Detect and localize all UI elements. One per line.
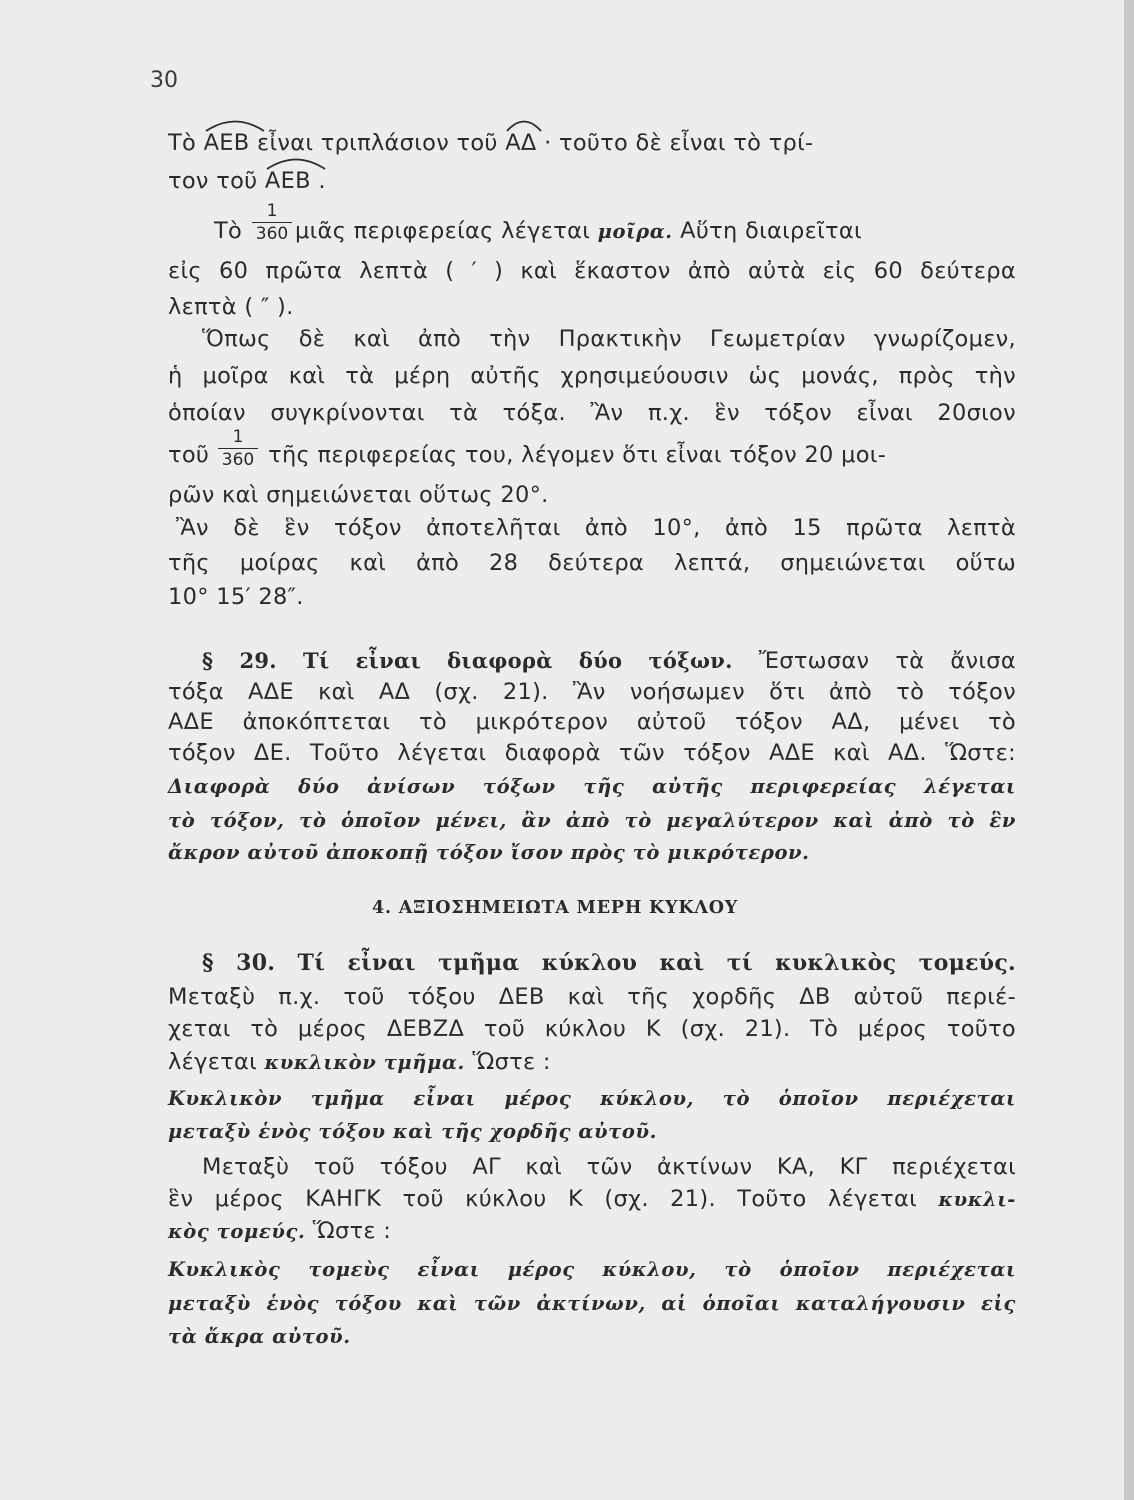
term-kyklikos: κυκλι-	[938, 1188, 1016, 1211]
fraction-1-360	[252, 202, 292, 243]
arc-mark-icon	[504, 118, 544, 132]
text-line	[168, 1184, 1016, 1215]
fraction-denominator: 360	[221, 450, 255, 470]
text-line: Μεταξὺ π.χ. τοῦ τόξου ΔΕΒ καὶ τῆς χορδῆς ΔΒ αὐτοῦ περιέ-	[168, 984, 1016, 1010]
definition-line: Διαφορὰ δύο ἀνίσων τόξων τῆς αὐτῆς περιφερείας λέγεται	[168, 775, 1016, 798]
definition-line: τὰ ἄκρα αὐτοῦ.	[168, 1325, 351, 1348]
text-line: ὁποίαν συγκρίνονται τὰ τόξα. Ἂν π.χ. ἓν τόξον εἶναι 20σιον	[168, 400, 1016, 426]
text-line	[214, 216, 1016, 247]
definition-line: ἄκρον αὐτοῦ ἀποκοπῇ τόξον ἴσον πρὸς τὸ μικρότερον.	[168, 841, 810, 864]
arc-mark-icon	[203, 118, 267, 132]
text-line	[168, 1216, 1016, 1247]
text-line: λεπτὰ ( ″ ).	[168, 294, 294, 320]
text-line: ρῶν καὶ σημειώνεται οὕτως 20°.	[168, 482, 549, 508]
text-line	[168, 166, 1016, 196]
definition-line: Κυκλικὸς τομεὺς εἶναι μέρος κύκλου, τὸ ὁποῖον περιέχεται	[168, 1258, 1016, 1281]
arc-text: ΑΕΒ	[203, 130, 250, 156]
text-line: ἡ μοῖρα καὶ τὰ μέρη αὐτῆς χρησιμεύουσιν ὡς μονάς, πρὸς τὴν	[168, 363, 1016, 389]
text-line	[168, 1047, 1016, 1078]
text-span: Ὥστε :	[312, 1218, 392, 1244]
text-span: τῆς περιφερείας του, λέγομεν ὅτι εἶναι τόξον 20 μοι-	[268, 442, 887, 468]
text-line: τόξον ΔΕ. Τοῦτο λέγεται διαφορὰ τῶν τόξον ΑΔΕ καὶ ΑΔ. Ὥστε:	[168, 740, 1016, 766]
text-line: Ὅπως δὲ καὶ ἀπὸ τὴν Πρακτικὴν Γεωμετρίαν γνωρίζομεν,	[202, 326, 1016, 352]
text-line: εἰς 60 πρῶτα λεπτὰ ( ′ ) καὶ ἕκαστον ἀπὸ αὐτὰ εἰς 60 δεύτερα	[168, 258, 1016, 284]
text-span: Αὕτη διαιρεῖται	[680, 218, 862, 244]
section-29-title: § 29. Τί εἶναι διαφορὰ δύο τόξων.	[202, 648, 733, 673]
arc-text: ΑΔ	[505, 130, 537, 156]
text-line: τόξα ΑΔΕ καὶ ΑΔ (σχ. 21). Ἂν νοήσωμεν ὅτι ἀπὸ τὸ τόξον	[168, 679, 1016, 705]
term-moira: μοῖρα.	[597, 220, 673, 243]
arc-text: ΑΕΒ	[264, 168, 311, 194]
text-span: ἓν μέρος ΚΑΗΓΚ τοῦ κύκλου Κ (σχ. 21). Τοῦτο λέγεται	[168, 1186, 918, 1212]
text-span: εἶναι τριπλάσιον τοῦ	[256, 130, 498, 156]
text-line: τῆς μοίρας καὶ ἀπὸ 28 δεύτερα λεπτά, σημειώνεται οὕτω	[168, 550, 1016, 576]
arc-label-aeb	[204, 130, 257, 156]
arc-mark-icon	[264, 156, 328, 170]
arc-label-aeb	[265, 168, 318, 194]
definition-line: Κυκλικὸν τμῆμα εἶναι μέρος κύκλου, τὸ ὁποῖον περιέχεται	[168, 1087, 1016, 1110]
text-span: μιᾶς περιφερείας λέγεται	[295, 218, 591, 244]
section-29-line	[202, 646, 1016, 676]
text-span: Τὸ	[168, 130, 197, 156]
fraction-numerator: 1	[266, 201, 278, 221]
definition-line: τὸ τόξον, τὸ ὁποῖον μένει, ἂν ἀπὸ τὸ μεγαλύτερον καὶ ἀπὸ τὸ ἓν	[168, 809, 1016, 832]
definition-line: μεταξὺ ἑνὸς τόξου καὶ τῶν ἀκτίνων, αἱ ὁποῖαι καταλήγουσιν εἰς	[168, 1292, 1016, 1315]
text-span: .	[318, 168, 326, 194]
text-line: ΑΔΕ ἀποκόπτεται τὸ μικρότερον αὐτοῦ τόξον ΑΔ, μένει τὸ	[168, 709, 1016, 735]
page-edge	[1124, 0, 1134, 1500]
fraction-denominator: 360	[255, 224, 289, 244]
section-30-title: § 30. Τί εἶναι τμῆμα κύκλου καὶ τί κυκλικὸς τομεύς.	[202, 950, 1016, 976]
text-line: χεται τὸ μέρος ΔΕΒΖΔ τοῦ κύκλου Κ (σχ. 21). Τὸ μέρος τοῦτο	[168, 1016, 1016, 1042]
text-span: Ὥστε :	[472, 1049, 551, 1075]
term-tomeus: κὸς τομεύς.	[168, 1220, 306, 1243]
text-span: · τοῦτο δὲ εἶναι τὸ τρί-	[544, 130, 814, 156]
arc-label-ad	[505, 130, 544, 156]
text-line: Ἂν δὲ ἓν τόξον ἀποτελῆται ἀπὸ 10°, ἀπὸ 15 πρῶτα λεπτὰ	[176, 515, 1016, 541]
text-line: 10° 15′ 28″.	[168, 584, 304, 610]
text-span: Ἔστωσαν τὰ ἄνισα	[758, 648, 1016, 674]
text-span: τον τοῦ	[168, 168, 258, 194]
definition-line: μεταξὺ ἑνὸς τόξου καὶ τῆς χορδῆς αὐτοῦ.	[168, 1120, 658, 1143]
fraction-numerator: 1	[232, 427, 244, 447]
text-line	[168, 440, 1016, 470]
page-number: 30	[150, 68, 178, 93]
text-span: τοῦ	[168, 442, 210, 468]
text-line: Μεταξὺ τοῦ τόξου ΑΓ καὶ τῶν ἀκτίνων ΚΑ, ΚΓ περιέχεται	[202, 1154, 1016, 1180]
term-kykliko-tmima: κυκλικὸν τμῆμα.	[264, 1051, 465, 1074]
chapter-heading: 4. ΑΞΙΟΣΗΜΕΙΩΤΑ ΜΕΡΗ ΚΥΚΛΟΥ	[372, 898, 739, 918]
fraction-1-360	[218, 428, 258, 469]
text-span: λέγεται	[168, 1049, 258, 1075]
text-line	[168, 128, 1016, 158]
text-span: Τὸ	[214, 218, 243, 244]
